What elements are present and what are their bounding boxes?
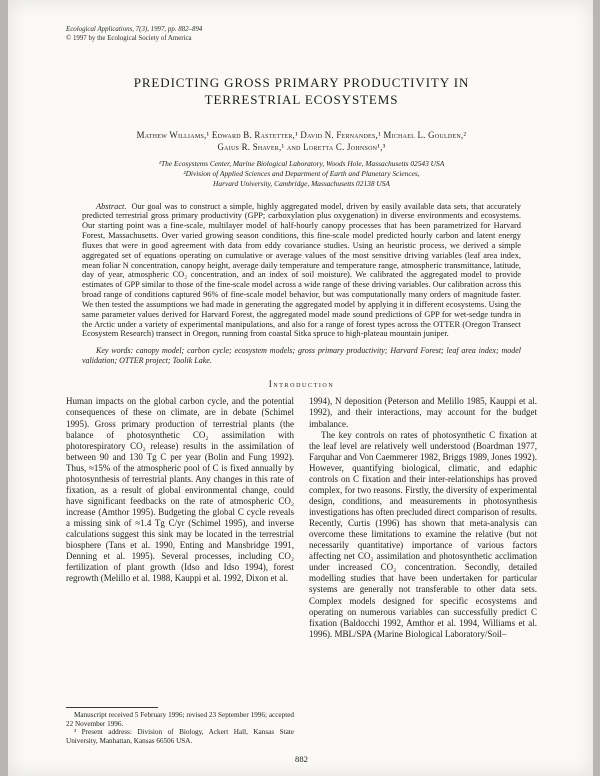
intro-paragraph-3: The key controls on rates of photosynthetic C fixation at the leaf level are relatively well understood (Boardman 1977, Farquhar and Von Caemmerer 1982, Briggs 1989, Jones 1992). However, quantifying biological, climatic, and edaphic controls on C fixation and their inter-relationships has proved complex, for two reasons. Firstly, the diversity of experimental design, conditions, and measurements in photosynthesis investigations has often precluded direct comparison of results. Recently, Curtis (1996) has shown that meta-analysis can overcome these limitations to examine the relative (but not necessarily quantitative) importance of various factors affecting net CO₂ assimilation and photosynthetic acclimation under increased CO₂ concentration. Secondly, detailed modelling studies that have been undertaken for particular systems are generally not transferable to other data sets. Complex models designed for specific ecosystems and operating on numerous variables can successfully predict C fixation (Baldocchi 1992, Amthor et al. 1994, Williams et al. 1996). MBL/SPA (Marine Biological Laboratory/Soil– (309, 429, 537, 639)
paper-page (8, 0, 593, 776)
affiliations (66, 159, 537, 189)
abstract-text: Our goal was to construct a simple, highly aggregated model, driven by easily available data sets, that accurately predicted terrestrial gross primary productivity (GPP; carboxylation plus oxygenation) in diverse environments and ecosystems. Our starting point was a fine-scale, multilayer model of half-hourly canopy processes that has been parametrized for Harvard Forest, Massachusetts. Over varied growing season conditions, this fine-scale model predicted hourly carbon and latent energy fluxes that were in good agreement with data from eddy covariance studies. Using an heuristic process, we derived a simple aggregated set of equations operating on cumulative or average values of the most sensitive driving variables (leaf area index, mean foliar N concentration, canopy height, average daily temperature and temperature range, atmospheric transmittance, latitude, day of year, atmospheric CO₂ concentration, and an index of soil moisture). We calibrated the aggregated model to provide estimates of GPP similar to those of the fine-scale model across a wide range of these driving variables. Our calibration across this broad range of conditions captured 96% of fine-scale model behavior, but was computationally many orders of magnitude faster. We then tested the assumptions we had made in generating the aggregated model by applying it in different ecosystems. Using the same parameter values derived for Harvard Forest, the aggregated model made sound predictions of GPP for wet-sedge tundra in the Arctic under a variety of experimental manipulations, and also for a range of forest types across the OTTER (Oregon Transect Ecosystem Research) transect in Oregon, running from coastal Sitka spruce to high-plateau mountain juniper. (82, 201, 521, 339)
affiliation-line-1: ¹The Ecosystems Center, Marine Biological Laboratory, Woods Hole, Massachusetts 02543 USA (158, 158, 445, 168)
intro-paragraph-2: 1994), N deposition (Peterson and Melillo 1985, Kauppi et al. 1992), and their interactions, may account for the budget imbalance. (309, 396, 537, 429)
footnote-block (66, 701, 294, 746)
footnote-received: Manuscript received 5 February 1996; revised 23 September 1996; accepted 22 November 1996. (66, 710, 294, 728)
abstract (82, 202, 521, 340)
section-heading-introduction: Introduction (268, 379, 335, 390)
footnote-rule (66, 707, 158, 708)
keywords: Key words: canopy model; carbon cycle; ecosystem models; gross primary productivity; Harvard Forest; leaf area index; model validation; OTTER project; Toolik Lake. (82, 346, 521, 365)
authors (66, 129, 537, 154)
journal-citation: Ecological Applications, 7(3), 1997, pp. 882–894 (66, 26, 203, 33)
abstract-label: Abstract. (96, 201, 127, 211)
column-left (66, 396, 294, 746)
journal-header (66, 26, 537, 44)
intro-paragraph-1: Human impacts on the global carbon cycle, and the potential consequences of these on climate, are in debate (Schimel 1995). Gross primary production of terrestrial plants (the balance of photosynthetic CO₂ assimilation with photorespiratory CO₂ release) results in the assimilation of between 90 and 130 Tg C per year (Bolin and Fung 1992). Thus, ≈15% of the atmospheric pool of C is fixed annually by photosynthesis of terrestrial plants. Any changes in this rate of fixation, as a result of global environmental change, could have significant feedbacks on the rate of atmospheric CO₂ increase (Amthor 1995). Budgeting the global C cycle reveals a missing sink of ≈1.4 Tg C/yr (Schimel 1995), and inverse calculations suggest this sink may be located in the terrestrial biosphere (Tans et al. 1990, Enting and Mansbridge 1991, Denning et al. 1995). Several processes, including CO₂ fertilization of plant growth (Idso and Idso 1994), forest regrowth (Melillo et al. 1988, Kauppi et al. 1992, Dixon et al. (66, 396, 294, 584)
page-number: 882 (295, 754, 308, 764)
authors-line-1: Mathew Williams,¹ Edward B. Rastetter,¹ David N. Fernandes,¹ Michael L. Goulden,² (136, 129, 467, 140)
affiliation-line-3: Harvard University, Cambridge, Massachusetts 02138 USA (213, 178, 390, 188)
column-right (309, 396, 537, 746)
affiliation-line-2: ²Division of Applied Sciences and Department of Earth and Planetary Sciences, (183, 168, 420, 178)
two-column-layout (66, 396, 537, 746)
journal-copyright: © 1997 by the Ecological Society of America (66, 34, 192, 42)
authors-line-2: Gaius R. Shaver,¹ and Loretta C. Johnson¹,³ (217, 142, 386, 153)
footnote-present-address: ³ Present address: Division of Biology, Ackert Hall, Kansas State University, Manhattan, Kansas 66506 USA. (66, 728, 294, 746)
paper-title: PREDICTING GROSS PRIMARY PRODUCTIVITY IN TERRESTRIAL ECOSYSTEMS (133, 74, 470, 108)
